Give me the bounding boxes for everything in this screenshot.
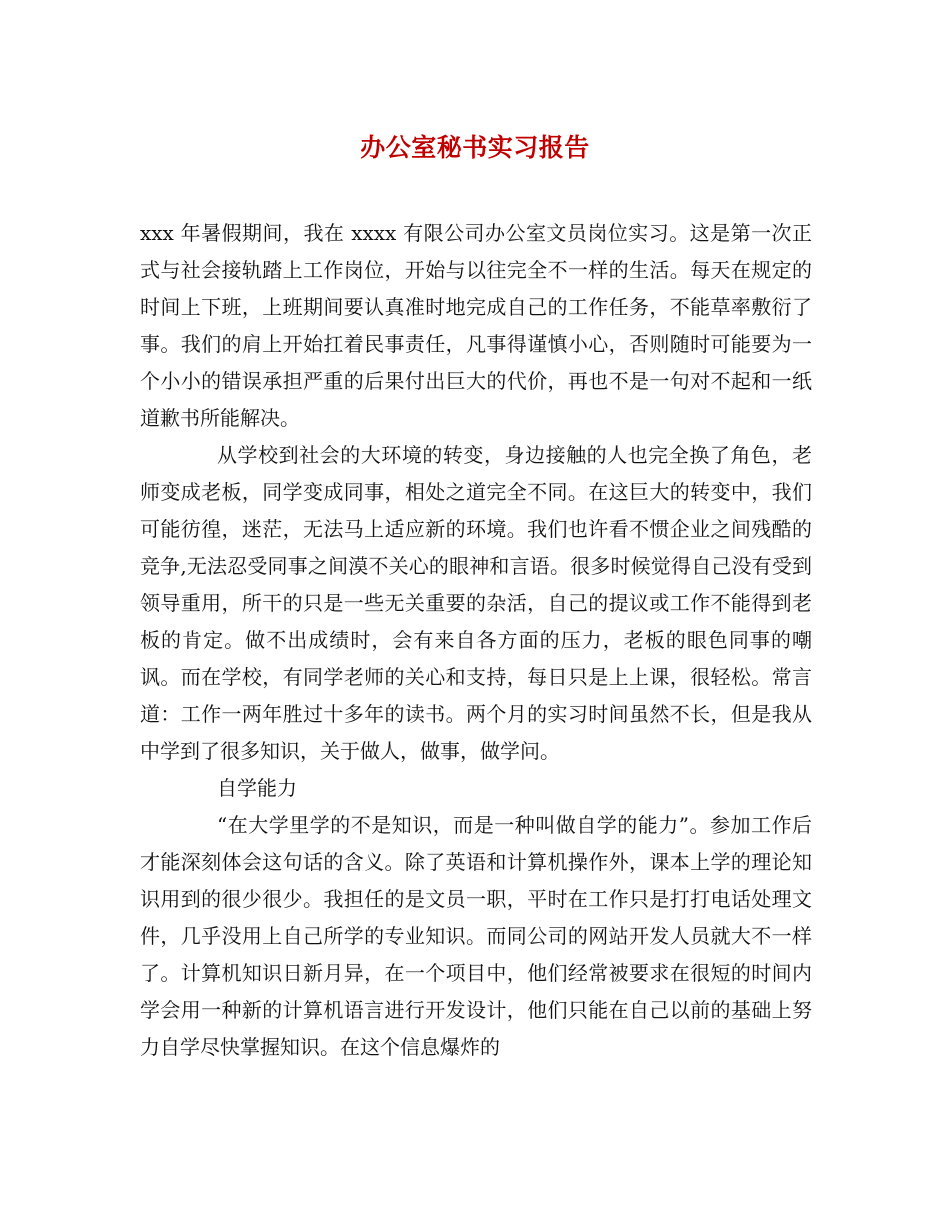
paragraph-transition: 从学校到社会的大环境的转变，身边接触的人也完全换了角色，老师变成老板，同学变成同事，相处之道完全不同。在这巨大的转变中，我们可能彷徨，迷茫，无法马上适应新的环境。我们也许看不惯企业之间残酷的竞争,无法忍受同事之间漠不关心的眼神和言语。很多时候觉得自己没有受到领导重用，所干的只是一些无关重要的杂活，自己的提议或工作不能得到老板的肯定。做不出成绩时，会有来自各方面的压力，老板的眼色同事的嘲讽。而在学校，有同学老师的关心和支持，每日只是上上课，很轻松。常言道：工作一两年胜过十多年的读书。两个月的实习时间虽然不长，但是我从中学到了很多知识，关于做人，做事，做学问。 (140, 443, 812, 763)
paragraph-self-study: “在大学里学的不是知识，而是一种叫做自学的能力”。参加工作后才能深刻体会这句话的含义。除了英语和计算机操作外，课本上学的理论知识用到的很少很少。我担任的是文员一职，平时在工作只是打打电话处理文件，几乎没用上自己所学的专业知识。而同公司的网站开发人员就大不一样了。计算机知识日新月异，在一个项目中，他们经常被要求在很短的时间内学会用一种新的计算机语言进行开发设计，他们只能在自己以前的基础上努力自学尽快掌握知识。在这个信息爆炸的 (140, 813, 812, 1059)
section-heading-self-study: 自学能力 (217, 776, 297, 800)
document-title: 办公室秘书实习报告 (360, 133, 590, 162)
paragraph-intro: xxx 年暑假期间，我在 xxxx 有限公司办公室文员岗位实习。这是第一次正式与社会接轨踏上工作岗位，开始与以往完全不一样的生活。每天在规定的时间上下班，上班期间要认真准时地完成自己的工作任务，不能草率敷衍了事。我们的肩上开始扛着民事责任，凡事得谨慎小心，否则随时可能要为一个小小的错误承担严重的后果付出巨大的代价，再也不是一句对不起和一纸道歉书所能解决。 (140, 221, 812, 430)
document-body (140, 215, 812, 1066)
